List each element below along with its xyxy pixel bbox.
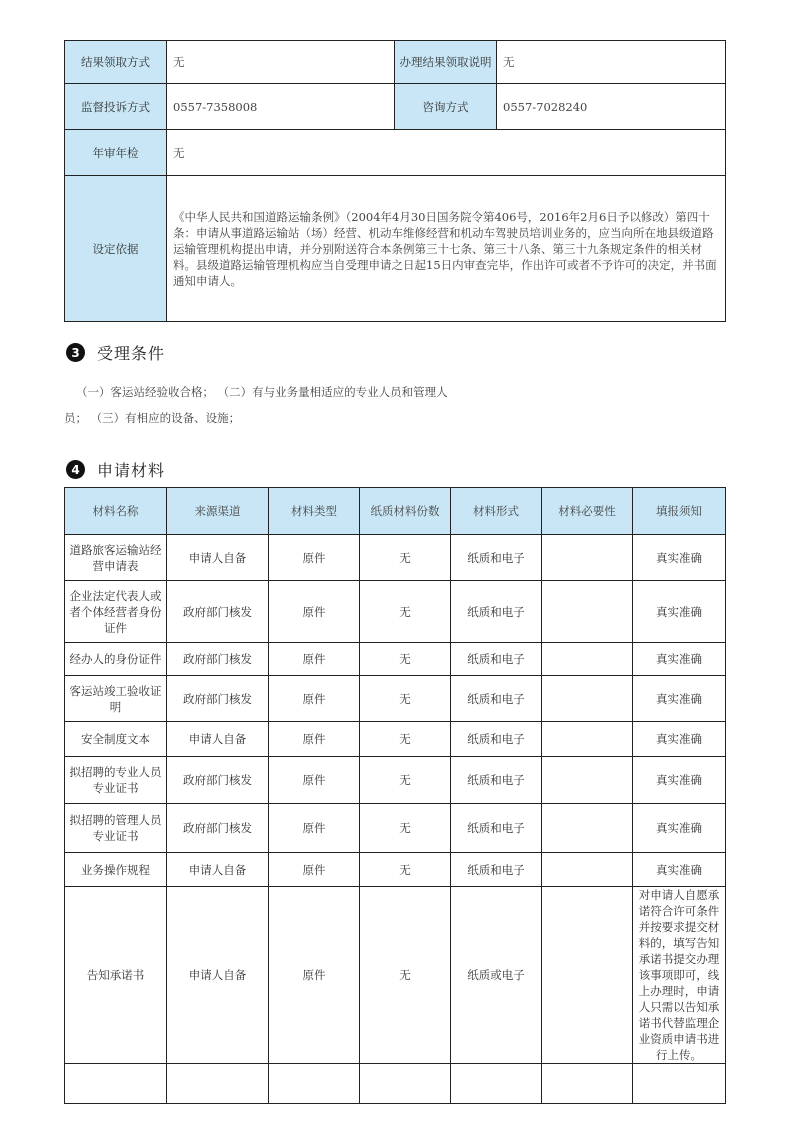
cell-copies: 无 (360, 643, 451, 676)
cell-name: 安全制度文本 (65, 722, 167, 757)
result-method-label: 结果领取方式 (65, 41, 167, 84)
annual-value: 无 (167, 130, 726, 176)
cell-copies: 无 (360, 676, 451, 722)
col-header-type: 材料类型 (269, 488, 360, 535)
info-table (64, 40, 726, 322)
cell-form: 纸质和电子 (451, 804, 542, 853)
cell-name: 道路旅客运输站经营申请表 (65, 535, 167, 581)
section-number-badge: 4 (66, 460, 85, 479)
col-header-notes: 填报须知 (633, 488, 726, 535)
col-header-source: 来源渠道 (167, 488, 269, 535)
cell-name: 拟招聘的管理人员专业证书 (65, 804, 167, 853)
section-number-badge: 3 (66, 343, 85, 362)
table-row (65, 581, 726, 643)
cell-source: 申请人自备 (167, 535, 269, 581)
cell-notes: 真实准确 (633, 722, 726, 757)
cell-name: 拟招聘的专业人员专业证书 (65, 757, 167, 804)
table-row (65, 804, 726, 853)
section-application-materials (66, 458, 165, 481)
cell-type: 原件 (269, 535, 360, 581)
cell-form: 纸质和电子 (451, 676, 542, 722)
cell-source: 政府部门核发 (167, 757, 269, 804)
cell-source: 政府部门核发 (167, 804, 269, 853)
cell-copies: 无 (360, 853, 451, 887)
info-row-result (65, 41, 726, 84)
cell-form: 纸质和电子 (451, 757, 542, 804)
cell-notes: 真实准确 (633, 643, 726, 676)
cell-copies: 无 (360, 757, 451, 804)
info-row-basis (65, 176, 726, 322)
cell-notes: 真实准确 (633, 535, 726, 581)
cell-notes: 真实准确 (633, 853, 726, 887)
section-title: 受理条件 (97, 344, 166, 363)
table-row (65, 853, 726, 887)
col-header-copies: 纸质材料份数 (360, 488, 451, 535)
cell-copies: 无 (360, 722, 451, 757)
complaint-label: 监督投诉方式 (65, 84, 167, 130)
cell-type: 原件 (269, 757, 360, 804)
cell-form: 纸质和电子 (451, 643, 542, 676)
cell-necessity (542, 853, 633, 887)
cell-copies: 无 (360, 887, 451, 1064)
col-header-name: 材料名称 (65, 488, 167, 535)
table-row (65, 757, 726, 804)
cell-notes: 真实准确 (633, 676, 726, 722)
basis-value: 《中华人民共和国道路运输条例》（2004年4月30日国务院令第406号，2016年2月6日予以修改）第四十条：申请从事道路运输站（场）经营、机动车维修经营和机动车驾驶员培训业务的，应当向所在地县级道路运输管理机构提出申请，并分别附送符合本条例第三十七条、第三十八条、第三十九条规定条件的相关材料。县级道路运输管理机构应当自受理申请之日起15日内审查完毕，作出许可或者不予许可的决定，并书面通知申请人。 (167, 176, 726, 322)
info-row-complaint (65, 84, 726, 130)
complaint-value: 0557-7358008 (167, 84, 395, 130)
cell-form: 纸质和电子 (451, 535, 542, 581)
cell-type: 原件 (269, 887, 360, 1064)
result-note-label: 办理结果领取说明 (395, 41, 497, 84)
basis-label: 设定依据 (65, 176, 167, 322)
section-acceptance-conditions (66, 341, 165, 364)
consult-label: 咨询方式 (395, 84, 497, 130)
conditions-line-1: （一）客运站经验收合格； （二）有与业务量相适应的专业人员和管理人 (76, 385, 448, 399)
table-row-empty (65, 1064, 726, 1104)
cell-type: 原件 (269, 804, 360, 853)
cell-type: 原件 (269, 853, 360, 887)
cell-notes: 真实准确 (633, 581, 726, 643)
cell-necessity (542, 887, 633, 1064)
col-header-form: 材料形式 (451, 488, 542, 535)
cell-necessity (542, 581, 633, 643)
materials-table (64, 487, 726, 1104)
cell-source: 政府部门核发 (167, 581, 269, 643)
cell-notes: 真实准确 (633, 757, 726, 804)
cell-necessity (542, 804, 633, 853)
table-row (65, 643, 726, 676)
cell-name: 客运站竣工验收证明 (65, 676, 167, 722)
cell-name: 经办人的身份证件 (65, 643, 167, 676)
cell-form: 纸质和电子 (451, 853, 542, 887)
cell-necessity (542, 757, 633, 804)
cell-source: 申请人自备 (167, 722, 269, 757)
cell-necessity (542, 722, 633, 757)
cell-copies: 无 (360, 581, 451, 643)
result-note-value: 无 (497, 41, 726, 84)
cell-form: 纸质和电子 (451, 581, 542, 643)
consult-value: 0557-7028240 (497, 84, 726, 130)
cell-necessity (542, 643, 633, 676)
conditions-line-2: 员； （三）有相应的设备、设施； (64, 411, 241, 425)
cell-type: 原件 (269, 676, 360, 722)
cell-copies: 无 (360, 804, 451, 853)
info-row-annual (65, 130, 726, 176)
cell-necessity (542, 676, 633, 722)
materials-header-row (65, 488, 726, 535)
table-row (65, 722, 726, 757)
cell-source: 申请人自备 (167, 887, 269, 1064)
cell-copies: 无 (360, 535, 451, 581)
result-method-value: 无 (167, 41, 395, 84)
cell-source: 申请人自备 (167, 853, 269, 887)
cell-form: 纸质或电子 (451, 887, 542, 1064)
table-row (65, 676, 726, 722)
cell-name: 业务操作规程 (65, 853, 167, 887)
cell-name: 企业法定代表人或者个体经营者身份证件 (65, 581, 167, 643)
cell-notes: 对申请人自愿承诺符合许可条件并按要求提交材料的，填写告知承诺书提交办理该事项即可，线上办理时，申请人只需以告知承诺书代替监理企业资质申请书进行上传。 (633, 887, 726, 1064)
cell-source: 政府部门核发 (167, 676, 269, 722)
cell-type: 原件 (269, 581, 360, 643)
annual-label: 年审年检 (65, 130, 167, 176)
section-title: 申请材料 (97, 461, 166, 480)
col-header-necessity: 材料必要性 (542, 488, 633, 535)
cell-notes: 真实准确 (633, 804, 726, 853)
table-row (65, 887, 726, 1064)
cell-type: 原件 (269, 643, 360, 676)
table-row (65, 535, 726, 581)
cell-form: 纸质和电子 (451, 722, 542, 757)
cell-type: 原件 (269, 722, 360, 757)
cell-name: 告知承诺书 (65, 887, 167, 1064)
cell-source: 政府部门核发 (167, 643, 269, 676)
cell-necessity (542, 535, 633, 581)
